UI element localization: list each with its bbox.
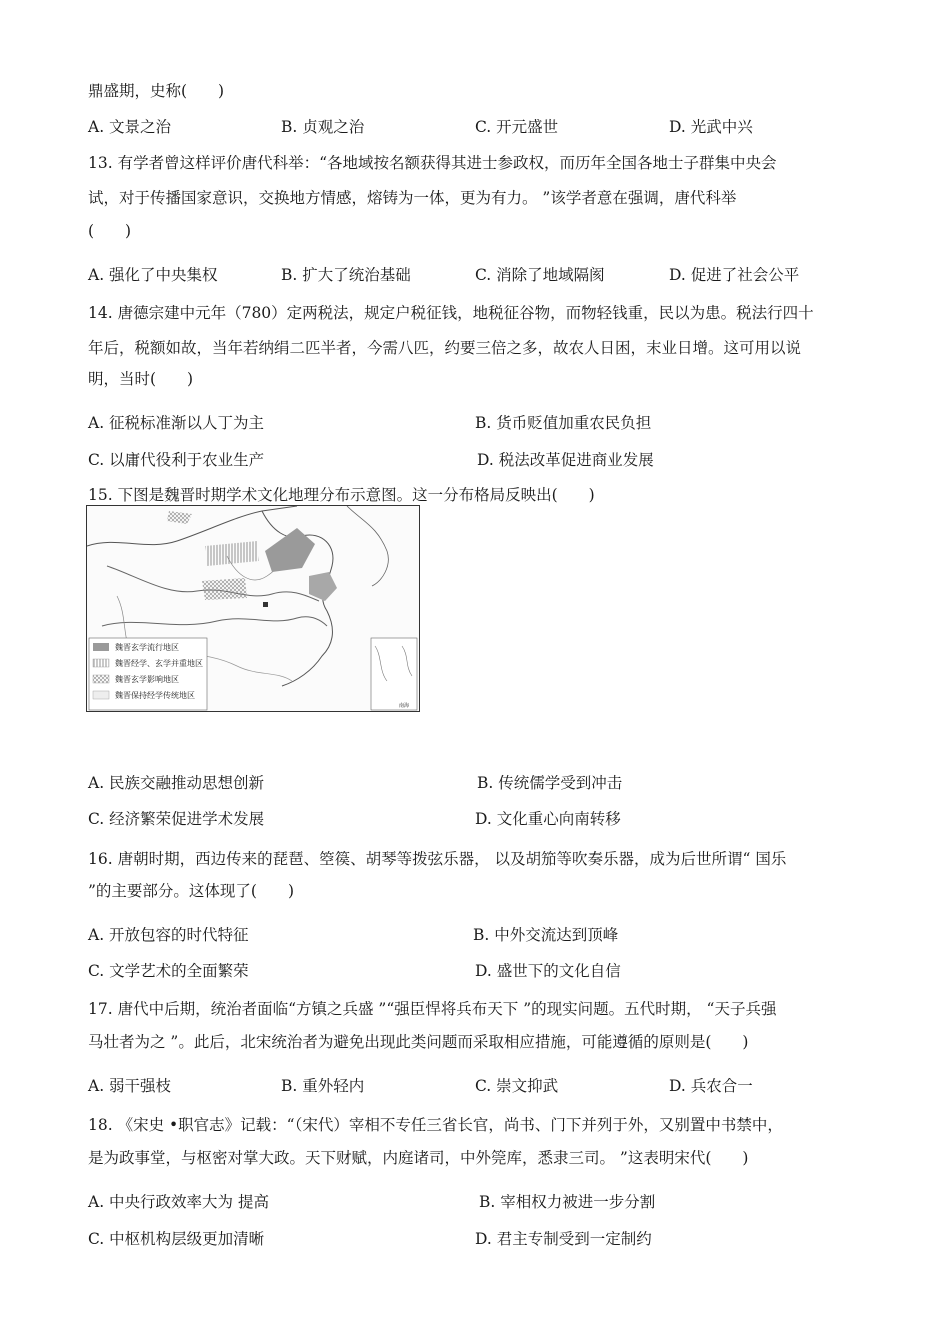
- q16-option-d: D. 盛世下的文化自信: [475, 962, 621, 980]
- q15-option-b: B. 传统儒学受到冲击: [477, 774, 623, 792]
- q17-option-d: D. 兵农合一: [669, 1077, 753, 1095]
- q14-option-b: B. 货币贬值加重农民负担: [475, 414, 652, 432]
- q12-option-c: C. 开元盛世: [475, 118, 559, 136]
- q15-option-c: C. 经济繁荣促进学术发展: [88, 810, 265, 828]
- q15-option-d: D. 文化重心向南转移: [475, 810, 621, 828]
- q18-stem-line-2: 是为政事堂，与枢密对掌大政。天下财赋，内庭诸司，中外筦库，悉隶三司。 ”这表明宋代( ): [88, 1149, 749, 1167]
- city-marker: [263, 602, 268, 607]
- q16-stem-line-2: ”的主要部分。这体现了( ): [88, 882, 295, 900]
- culture-distribution-map: [86, 505, 420, 712]
- yangtze-river: [102, 617, 327, 626]
- q14-stem-line-2: 年后，税额如故，当年若纳绢二匹半者，今需八匹，约要三倍之多，故农人日困，末业日增。这可用以说: [88, 339, 802, 357]
- xuanxue-popular-region-south: [309, 572, 337, 601]
- q14-option-d: D. 税法改革促进商业发展: [477, 451, 654, 469]
- legend-item-3: 魏晋玄学影响地区: [115, 675, 179, 684]
- map-legend: [89, 638, 207, 710]
- q14-option-a: A. 征税标准渐以人丁为主: [88, 414, 265, 432]
- legend-item-1: 魏晋玄学流行地区: [115, 643, 179, 652]
- q15-option-a: A. 民族交融推动思想创新: [88, 774, 265, 792]
- q13-option-c: C. 消除了地域隔阂: [475, 266, 605, 284]
- q13-stem-line-3: ( ): [88, 222, 132, 240]
- legend-item-4: 魏晋保持经学传统地区: [115, 691, 195, 700]
- q13-option-d: D. 促进了社会公平: [669, 266, 800, 284]
- jingxue-xuanxue-region: [205, 541, 259, 566]
- q18-option-c: C. 中枢机构层级更加清晰: [88, 1230, 265, 1248]
- q15-stem-line-1: 15. 下图是魏晋时期学术文化地理分布示意图。这一分布格局反映出( ): [88, 486, 595, 504]
- q12-option-d: D. 光武中兴: [669, 118, 753, 136]
- q13-option-a: A. 强化了中央集权: [88, 266, 218, 284]
- q16-option-a: A. 开放包容的时代特征: [88, 926, 249, 944]
- map-graphic: [87, 506, 419, 711]
- q12-option-b: B. 贞观之治: [281, 118, 365, 136]
- q18-option-d: D. 君主专制受到一定制约: [475, 1230, 652, 1248]
- q16-stem-line-1: 16. 唐朝时期，西边传来的琵琶、箜篌、胡琴等拨弦乐器， 以及胡笳等吹奏乐器，成为后世所谓“ 国乐: [88, 850, 787, 868]
- q13-stem-line-1: 13. 有学者曾这样评价唐代科举：“各地域按名额获得其进士参政权，而历年全国各地士子群集中央会: [88, 154, 777, 172]
- q13-option-b: B. 扩大了统治基础: [281, 266, 411, 284]
- south-sea-inset: [371, 638, 417, 710]
- q18-option-b: B. 宰相权力被进一步分割: [479, 1193, 656, 1211]
- q16-option-c: C. 文学艺术的全面繁荣: [88, 962, 249, 980]
- q17-stem-line-2: 马壮者为之 ”。此后，北宋统治者为避免出现此类问题而采取相应措施，可能遵循的原则是( ): [88, 1033, 749, 1051]
- q12-option-a: A. 文景之治: [88, 118, 172, 136]
- inset-label: 南海: [399, 703, 410, 709]
- legend-item-2: 魏晋经学、玄学并重地区: [115, 659, 203, 668]
- korea-outline: [347, 506, 388, 586]
- q14-option-c: C. 以庸代役利于农业生产: [88, 451, 265, 469]
- northern-border-line: [87, 506, 297, 546]
- q18-option-a: A. 中央行政效率大为 提高: [88, 1193, 269, 1211]
- q13-stem-line-2: 试，对于传播国家意识，交换地方情感，熔铸为一体，更为有力。 ”该学者意在强调，唐代科举: [88, 189, 737, 207]
- q17-stem-line-1: 17. 唐代中后期，统治者面临“方镇之兵盛 ”“强臣悍将兵布天下 ”的现实问题。五代时期， “天子兵强: [88, 1000, 777, 1018]
- q16-option-b: B. 中外交流达到顶峰: [473, 926, 619, 944]
- q17-option-b: B. 重外轻内: [281, 1077, 365, 1095]
- xuanxue-influence-region: [202, 578, 247, 600]
- q17-option-c: C. 崇文抑武: [475, 1077, 559, 1095]
- q14-stem-line-3: 明，当时( ): [88, 370, 194, 388]
- q18-stem-line-1: 18. 《宋史 •职官志》记载：“（宋代）宰相不专任三省长官，尚书、门下并列于外，又别置中书禁中，: [88, 1116, 783, 1134]
- q17-option-a: A. 弱干强枝: [88, 1077, 172, 1095]
- q12-stem-tail: 鼎盛期，史称( ): [88, 82, 225, 100]
- q14-stem-line-1: 14. 唐德宗建中元年（780）定两税法，规定户税征钱，地税征谷物，而物轻钱重，民以为患。税法行四十: [88, 304, 814, 322]
